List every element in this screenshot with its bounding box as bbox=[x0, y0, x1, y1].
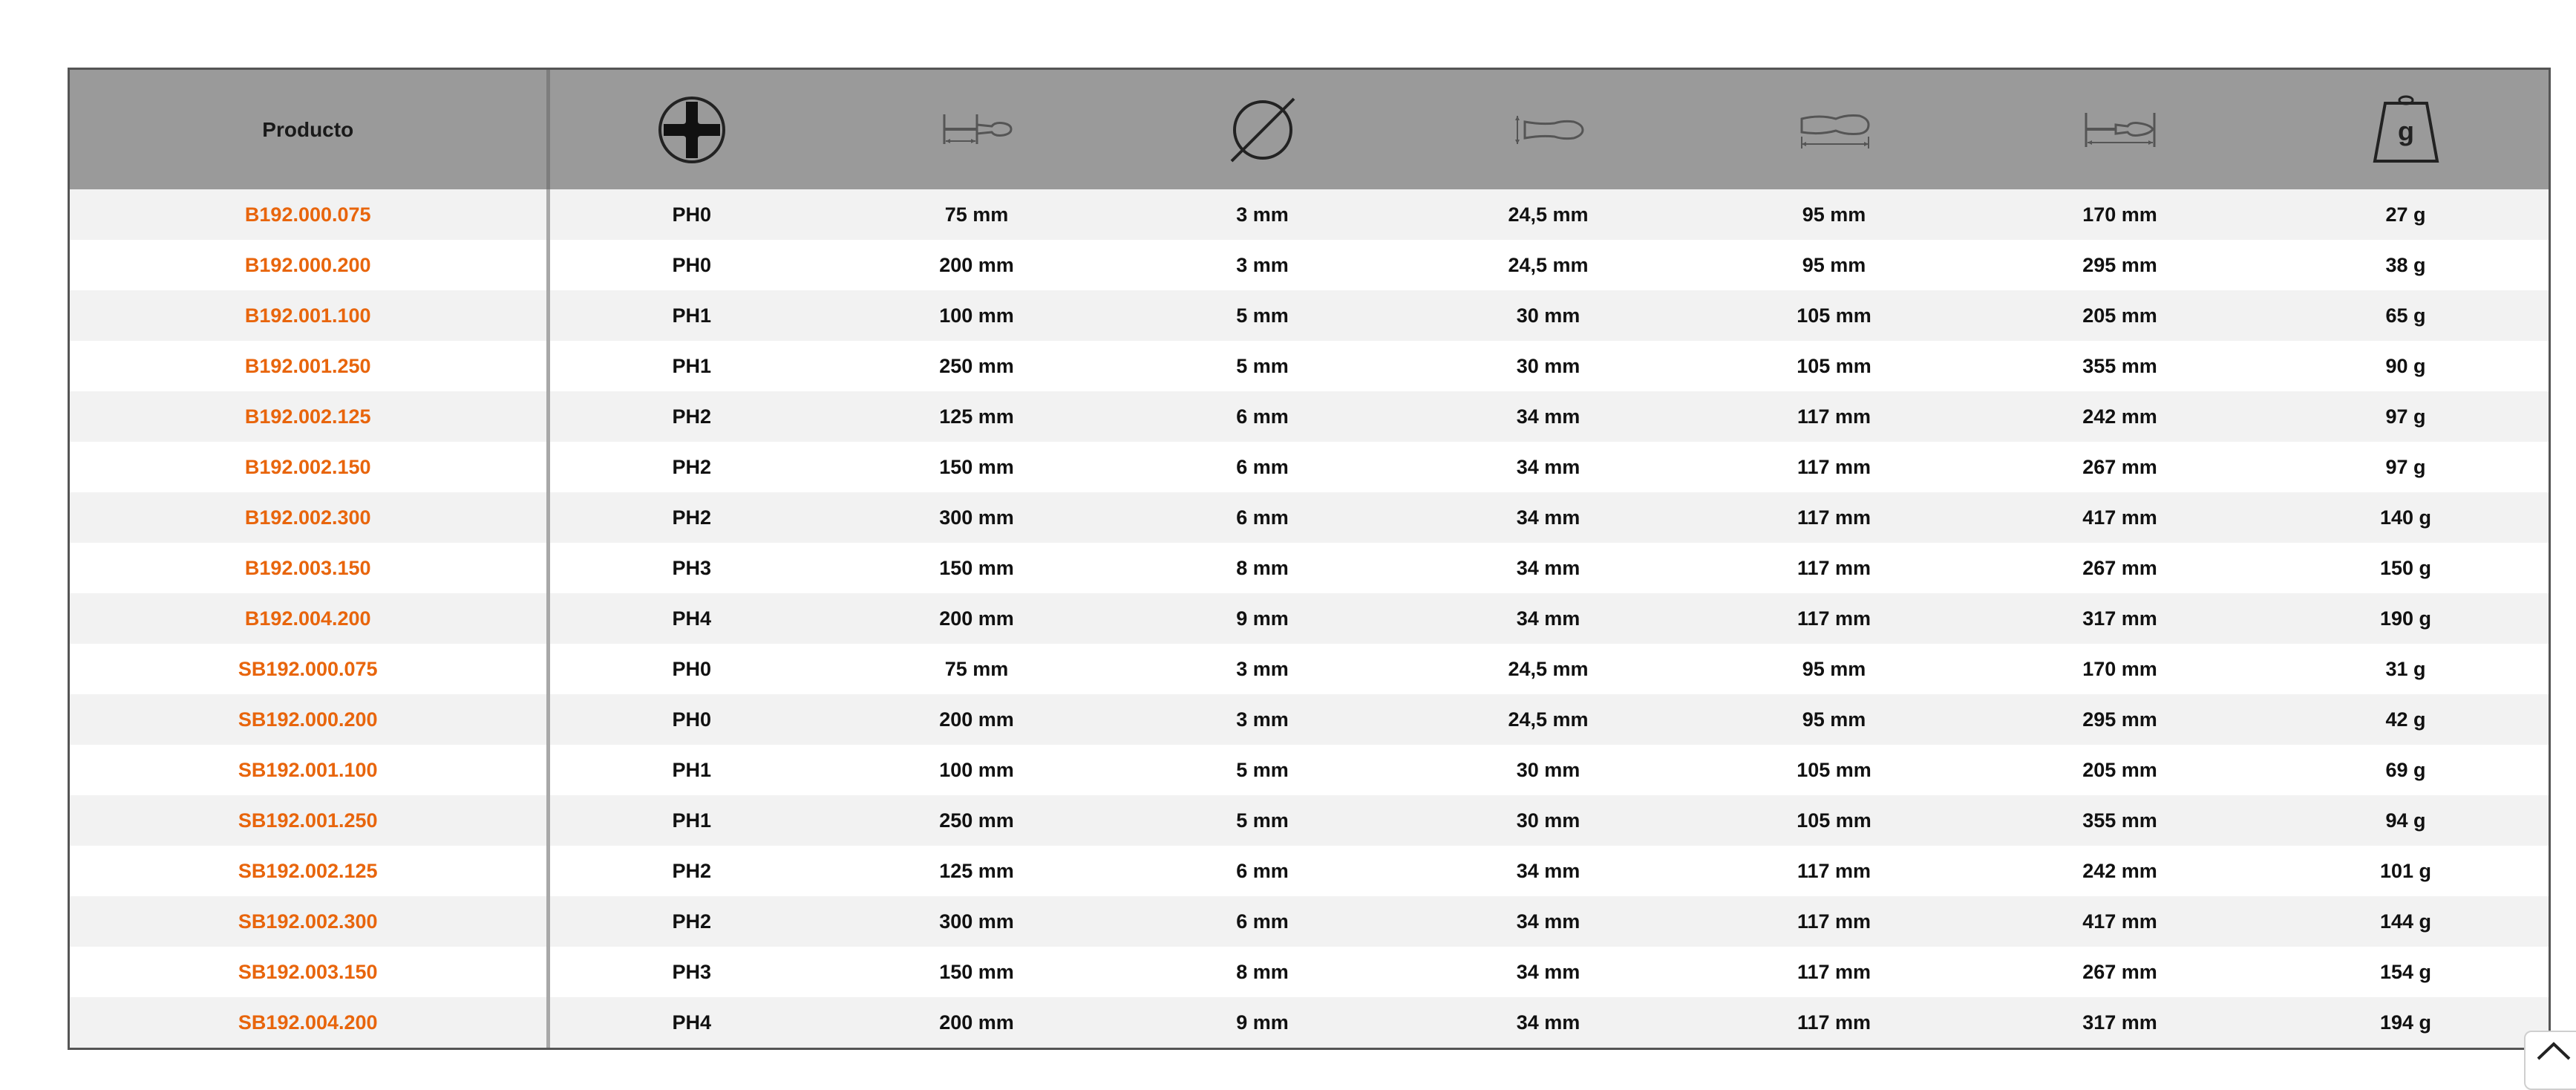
handle-diameter-cell: 24,5 mm bbox=[1405, 694, 1691, 745]
blade-diameter-cell: 8 mm bbox=[1119, 543, 1405, 593]
blade-diameter-cell: 9 mm bbox=[1119, 997, 1405, 1048]
blade-diameter-cell: 5 mm bbox=[1119, 745, 1405, 795]
handle-diameter-cell: 24,5 mm bbox=[1405, 240, 1691, 290]
tip-size-cell: PH3 bbox=[548, 947, 834, 997]
table-row bbox=[70, 745, 2549, 795]
handle-length-column-header bbox=[1691, 70, 1977, 189]
weight-cell: 97 g bbox=[2263, 391, 2549, 442]
product-code-cell[interactable]: B192.002.125 bbox=[70, 391, 548, 442]
product-code-cell[interactable]: SB192.003.150 bbox=[70, 947, 548, 997]
handle-length-cell: 117 mm bbox=[1691, 442, 1977, 492]
handle-length-cell: 117 mm bbox=[1691, 896, 1977, 947]
handle-diameter-cell: 34 mm bbox=[1405, 543, 1691, 593]
blade-length-cell: 75 mm bbox=[834, 644, 1119, 694]
total-length-cell: 317 mm bbox=[1977, 997, 2263, 1048]
blade-length-column-header bbox=[834, 70, 1119, 189]
total-length-cell: 355 mm bbox=[1977, 795, 2263, 846]
product-code-cell[interactable]: SB192.000.200 bbox=[70, 694, 548, 745]
blade-length-cell: 200 mm bbox=[834, 694, 1119, 745]
table-row bbox=[70, 593, 2549, 644]
handle-diameter-cell: 24,5 mm bbox=[1405, 644, 1691, 694]
total-length-cell: 295 mm bbox=[1977, 694, 2263, 745]
weight-cell: 101 g bbox=[2263, 846, 2549, 896]
handle-diameter-column-header bbox=[1405, 70, 1691, 189]
total-length-cell: 205 mm bbox=[1977, 745, 2263, 795]
blade-diameter-cell: 8 mm bbox=[1119, 947, 1405, 997]
product-code-cell[interactable]: SB192.004.200 bbox=[70, 997, 548, 1048]
handle-length-cell: 105 mm bbox=[1691, 341, 1977, 391]
total-length-icon bbox=[2083, 104, 2157, 156]
total-length-cell: 417 mm bbox=[1977, 896, 2263, 947]
weight-cell: 140 g bbox=[2263, 492, 2549, 543]
handle-diameter-cell: 34 mm bbox=[1405, 947, 1691, 997]
total-length-column-header bbox=[1977, 70, 2263, 189]
total-length-cell: 205 mm bbox=[1977, 290, 2263, 341]
handle-length-cell: 117 mm bbox=[1691, 543, 1977, 593]
tip-size-cell: PH2 bbox=[548, 846, 834, 896]
blade-diameter-cell: 5 mm bbox=[1119, 795, 1405, 846]
blade-length-cell: 75 mm bbox=[834, 189, 1119, 240]
tip-size-cell: PH0 bbox=[548, 189, 834, 240]
table-header-row bbox=[70, 70, 2549, 189]
tip-size-cell: PH1 bbox=[548, 290, 834, 341]
handle-length-cell: 117 mm bbox=[1691, 947, 1977, 997]
blade-length-cell: 250 mm bbox=[834, 795, 1119, 846]
diameter-column-header bbox=[1119, 70, 1405, 189]
handle-length-cell: 105 mm bbox=[1691, 745, 1977, 795]
weight-cell: 69 g bbox=[2263, 745, 2549, 795]
tip-size-cell: PH2 bbox=[548, 896, 834, 947]
table-body bbox=[70, 189, 2549, 1048]
product-code-cell[interactable]: B192.003.150 bbox=[70, 543, 548, 593]
weight-cell: 154 g bbox=[2263, 947, 2549, 997]
blade-diameter-cell: 3 mm bbox=[1119, 644, 1405, 694]
weight-cell: 27 g bbox=[2263, 189, 2549, 240]
product-code-cell[interactable]: B192.000.200 bbox=[70, 240, 548, 290]
handle-diameter-cell: 34 mm bbox=[1405, 896, 1691, 947]
chevron-up-icon bbox=[2535, 1040, 2572, 1062]
blade-length-cell: 200 mm bbox=[834, 593, 1119, 644]
weight-cell: 97 g bbox=[2263, 442, 2549, 492]
weight-cell: 31 g bbox=[2263, 644, 2549, 694]
table-row bbox=[70, 240, 2549, 290]
tip-size-cell: PH4 bbox=[548, 997, 834, 1048]
blade-length-cell: 250 mm bbox=[834, 341, 1119, 391]
blade-length-cell: 300 mm bbox=[834, 896, 1119, 947]
tip-size-cell: PH1 bbox=[548, 745, 834, 795]
weight-cell: 42 g bbox=[2263, 694, 2549, 745]
blade-diameter-cell: 6 mm bbox=[1119, 442, 1405, 492]
handle-length-cell: 95 mm bbox=[1691, 189, 1977, 240]
product-code-cell[interactable]: SB192.001.250 bbox=[70, 795, 548, 846]
table-row bbox=[70, 189, 2549, 240]
total-length-cell: 417 mm bbox=[1977, 492, 2263, 543]
product-spec-table bbox=[70, 70, 2549, 1048]
handle-diameter-cell: 30 mm bbox=[1405, 290, 1691, 341]
table-row bbox=[70, 947, 2549, 997]
blade-length-cell: 150 mm bbox=[834, 543, 1119, 593]
tip-size-cell: PH2 bbox=[548, 492, 834, 543]
tip-size-cell: PH0 bbox=[548, 644, 834, 694]
handle-length-cell: 117 mm bbox=[1691, 997, 1977, 1048]
handle-length-icon bbox=[1797, 104, 1871, 156]
weight-cell: 65 g bbox=[2263, 290, 2549, 341]
tip-column-header bbox=[548, 70, 834, 189]
tip-size-cell: PH4 bbox=[548, 593, 834, 644]
product-code-cell[interactable]: SB192.000.075 bbox=[70, 644, 548, 694]
table-row bbox=[70, 997, 2549, 1048]
blade-length-icon bbox=[940, 104, 1014, 156]
table-row bbox=[70, 543, 2549, 593]
table-row bbox=[70, 391, 2549, 442]
handle-diameter-cell: 34 mm bbox=[1405, 492, 1691, 543]
blade-length-cell: 150 mm bbox=[834, 442, 1119, 492]
table-row bbox=[70, 442, 2549, 492]
handle-diameter-cell: 24,5 mm bbox=[1405, 189, 1691, 240]
weight-cell: 144 g bbox=[2263, 896, 2549, 947]
product-code-cell[interactable]: SB192.002.125 bbox=[70, 846, 548, 896]
handle-diameter-cell: 34 mm bbox=[1405, 391, 1691, 442]
product-code-cell[interactable]: SB192.002.300 bbox=[70, 896, 548, 947]
handle-length-cell: 105 mm bbox=[1691, 795, 1977, 846]
handle-length-cell: 95 mm bbox=[1691, 240, 1977, 290]
blade-diameter-cell: 5 mm bbox=[1119, 290, 1405, 341]
handle-diameter-cell: 34 mm bbox=[1405, 593, 1691, 644]
table-row bbox=[70, 846, 2549, 896]
product-code-cell[interactable]: B192.000.075 bbox=[70, 189, 548, 240]
weight-cell: 194 g bbox=[2263, 997, 2549, 1048]
product-code-cell[interactable]: B192.004.200 bbox=[70, 593, 548, 644]
weight-column-header bbox=[2263, 70, 2549, 189]
table-row bbox=[70, 290, 2549, 341]
blade-length-cell: 100 mm bbox=[834, 745, 1119, 795]
blade-length-cell: 150 mm bbox=[834, 947, 1119, 997]
blade-diameter-cell: 3 mm bbox=[1119, 240, 1405, 290]
total-length-cell: 170 mm bbox=[1977, 189, 2263, 240]
tip-size-cell: PH3 bbox=[548, 543, 834, 593]
handle-length-cell: 95 mm bbox=[1691, 644, 1977, 694]
tip-size-cell: PH2 bbox=[548, 442, 834, 492]
blade-diameter-cell: 6 mm bbox=[1119, 391, 1405, 442]
table-row bbox=[70, 492, 2549, 543]
product-code-cell[interactable]: B192.002.300 bbox=[70, 492, 548, 543]
tip-size-cell: PH0 bbox=[548, 694, 834, 745]
product-code-cell[interactable]: B192.001.100 bbox=[70, 290, 548, 341]
handle-diameter-cell: 30 mm bbox=[1405, 745, 1691, 795]
table-row bbox=[70, 795, 2549, 846]
blade-diameter-cell: 3 mm bbox=[1119, 189, 1405, 240]
weight-icon-glyph: g bbox=[2397, 115, 2414, 146]
handle-diameter-cell: 30 mm bbox=[1405, 341, 1691, 391]
blade-length-cell: 200 mm bbox=[834, 240, 1119, 290]
handle-length-cell: 117 mm bbox=[1691, 846, 1977, 896]
tip-size-cell: PH1 bbox=[548, 795, 834, 846]
scroll-to-top-button[interactable] bbox=[2524, 1031, 2576, 1090]
product-code-cell[interactable]: B192.002.150 bbox=[70, 442, 548, 492]
product-code-cell[interactable]: SB192.001.100 bbox=[70, 745, 548, 795]
table-row bbox=[70, 341, 2549, 391]
table-row bbox=[70, 644, 2549, 694]
total-length-cell: 242 mm bbox=[1977, 391, 2263, 442]
blade-length-cell: 200 mm bbox=[834, 997, 1119, 1048]
handle-length-cell: 117 mm bbox=[1691, 391, 1977, 442]
blade-length-cell: 125 mm bbox=[834, 846, 1119, 896]
handle-diameter-icon bbox=[1511, 104, 1586, 156]
handle-diameter-cell: 30 mm bbox=[1405, 795, 1691, 846]
total-length-cell: 355 mm bbox=[1977, 341, 2263, 391]
weight-cell: 38 g bbox=[2263, 240, 2549, 290]
tip-size-cell: PH2 bbox=[548, 391, 834, 442]
blade-length-cell: 300 mm bbox=[834, 492, 1119, 543]
weight-cell: 90 g bbox=[2263, 341, 2549, 391]
weight-cell: 94 g bbox=[2263, 795, 2549, 846]
total-length-cell: 267 mm bbox=[1977, 543, 2263, 593]
table-row bbox=[70, 896, 2549, 947]
blade-diameter-cell: 3 mm bbox=[1119, 694, 1405, 745]
handle-diameter-cell: 34 mm bbox=[1405, 442, 1691, 492]
blade-length-cell: 125 mm bbox=[834, 391, 1119, 442]
total-length-cell: 295 mm bbox=[1977, 240, 2263, 290]
handle-length-cell: 117 mm bbox=[1691, 492, 1977, 543]
diameter-icon bbox=[1226, 93, 1300, 167]
total-length-cell: 170 mm bbox=[1977, 644, 2263, 694]
product-code-cell[interactable]: B192.001.250 bbox=[70, 341, 548, 391]
product-spec-table-container bbox=[68, 68, 2551, 1050]
handle-length-cell: 105 mm bbox=[1691, 290, 1977, 341]
weight-cell: 150 g bbox=[2263, 543, 2549, 593]
blade-diameter-cell: 6 mm bbox=[1119, 492, 1405, 543]
handle-length-cell: 117 mm bbox=[1691, 593, 1977, 644]
weight-cell: 190 g bbox=[2263, 593, 2549, 644]
handle-diameter-cell: 34 mm bbox=[1405, 846, 1691, 896]
handle-length-cell: 95 mm bbox=[1691, 694, 1977, 745]
blade-diameter-cell: 6 mm bbox=[1119, 846, 1405, 896]
product-column-header: Producto bbox=[70, 70, 548, 189]
blade-diameter-cell: 5 mm bbox=[1119, 341, 1405, 391]
total-length-cell: 267 mm bbox=[1977, 442, 2263, 492]
blade-diameter-cell: 9 mm bbox=[1119, 593, 1405, 644]
blade-length-cell: 100 mm bbox=[834, 290, 1119, 341]
tip-size-cell: PH1 bbox=[548, 341, 834, 391]
total-length-cell: 317 mm bbox=[1977, 593, 2263, 644]
total-length-cell: 267 mm bbox=[1977, 947, 2263, 997]
total-length-cell: 242 mm bbox=[1977, 846, 2263, 896]
table-row bbox=[70, 694, 2549, 745]
blade-diameter-cell: 6 mm bbox=[1119, 896, 1405, 947]
weight-icon bbox=[2369, 93, 2443, 167]
handle-diameter-cell: 34 mm bbox=[1405, 997, 1691, 1048]
phillips-tip-icon bbox=[656, 94, 728, 166]
tip-size-cell: PH0 bbox=[548, 240, 834, 290]
